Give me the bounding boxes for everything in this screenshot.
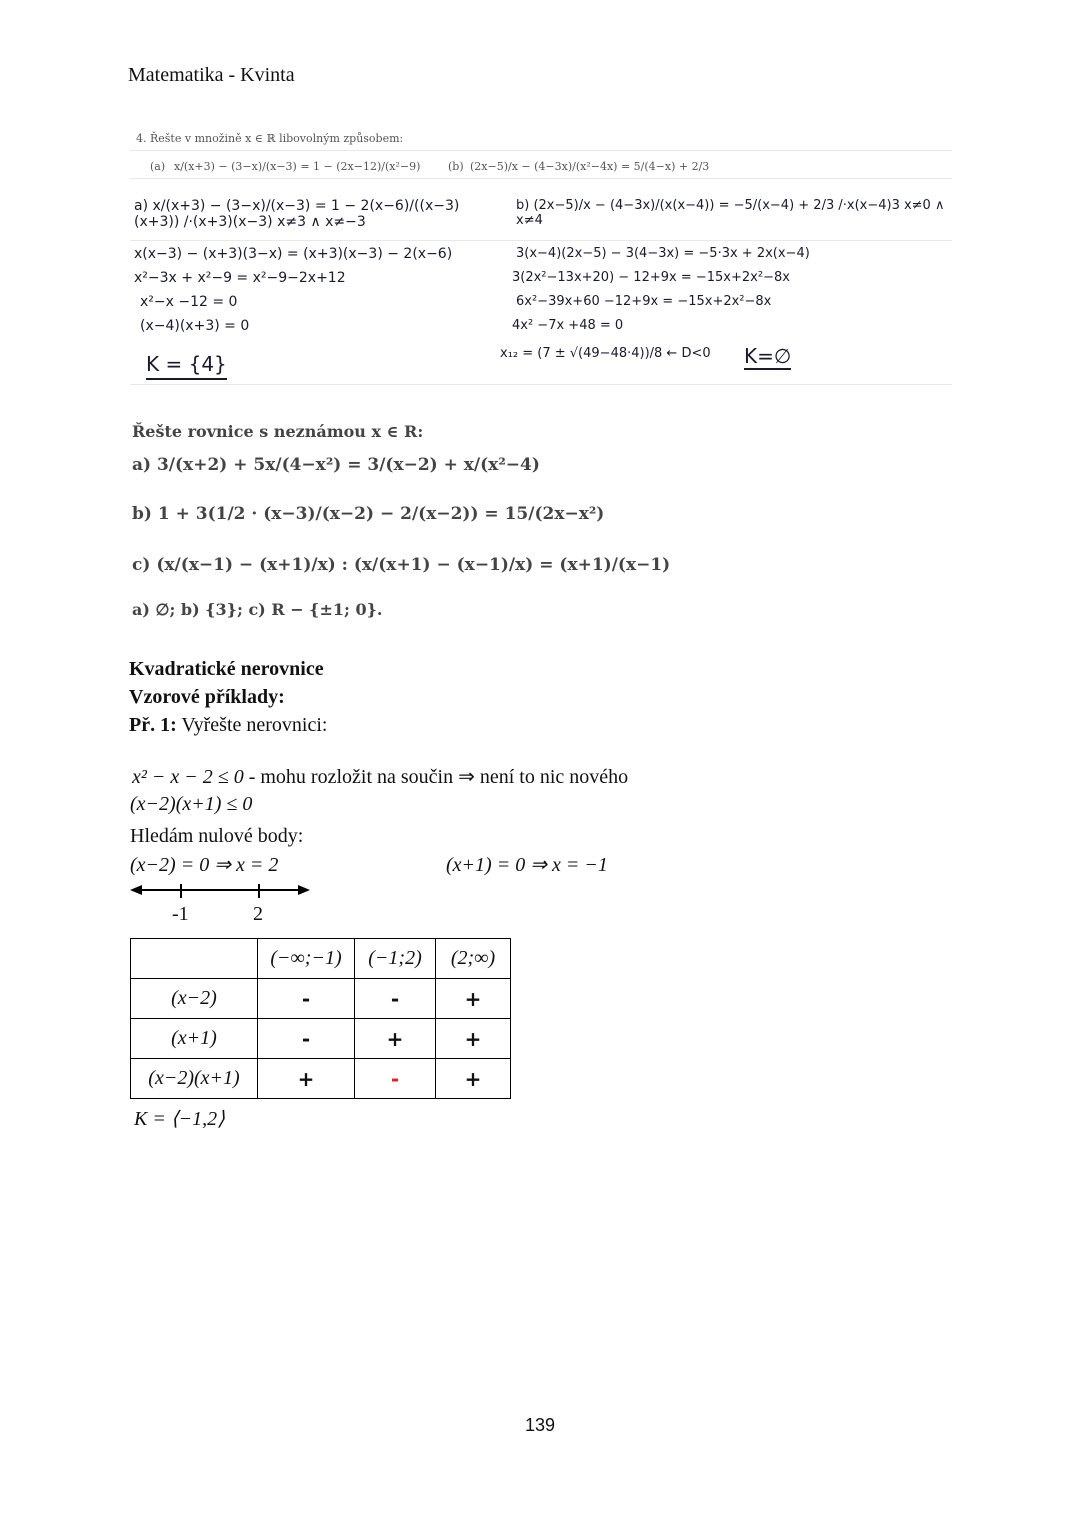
row-label: (x+1) [131, 1019, 258, 1059]
scan-line [130, 150, 952, 151]
sign-table [130, 938, 511, 1099]
sign-cell: + [436, 979, 511, 1019]
handwritten-b-line6: x₁₂ = (7 ± √(49−48·4))/8 ← D<0 [500, 346, 711, 361]
zero-point-1: (x−2) = 0 ⇒ x = 2 [130, 854, 279, 876]
handwritten-b-line3: 3(2x²−13x+20) − 12+9x = −15x+2x²−8x [512, 270, 790, 285]
factored-form: (x−2)(x+1) ≤ 0 [130, 793, 253, 815]
number-axis [128, 880, 318, 904]
handwritten-a-line2: x(x−3) − (x+3)(3−x) = (x+3)(x−3) − 2(x−6) [134, 246, 453, 262]
interval-header-1: (−∞;−1) [258, 939, 355, 979]
task4-heading: 4. Řešte v množině x ∈ ℝ libovolným způsobem: [136, 132, 404, 145]
handwritten-b-line2: 3(x−4)(2x−5) − 3(4−3x) = −5·3x + 2x(x−4) [516, 246, 810, 261]
table-row [131, 1059, 511, 1099]
sign-cell: + [355, 1019, 436, 1059]
solution-result: K = ⟨−1,2⟩ [134, 1108, 225, 1130]
handwritten-a-line3: x²−3x + x²−9 = x²−9−2x+12 [134, 270, 346, 286]
inequality: x² − x − 2 ≤ 0 [132, 766, 244, 788]
sign-cell: + [258, 1059, 355, 1099]
handwritten-b-line1: b) (2x−5)/x − (4−3x)/(x(x−4)) = −5/(x−4) + 2/3 /·x(x−4)3 x≠0 ∧ x≠4 [516, 198, 945, 228]
example-heading [129, 714, 327, 737]
interval-header-2: (−1;2) [355, 939, 436, 979]
equation-a: a) 3/(x+2) + 5x/(4−x²) = 3/(x−2) + x/(x²−4) [132, 455, 540, 475]
sign-table-header-row [131, 939, 511, 979]
task4-a-expression: x/(x+3) − (3−x)/(x−3) = 1 − (2x−12)/(x²−9) [174, 160, 421, 173]
axis-label-minus1: -1 [172, 903, 189, 925]
scan-line [130, 384, 952, 385]
zero-point-2: (x+1) = 0 ⇒ x = −1 [446, 854, 608, 876]
axis-label-2: 2 [253, 903, 263, 925]
scan-line [130, 178, 952, 179]
handwritten-b-line5: 4x² −7x +48 = 0 [512, 318, 624, 333]
zeros-heading: Hledám nulové body: [130, 825, 304, 847]
example-text: Vyřešte nerovnici: [176, 714, 328, 736]
axis-arrow-left [130, 885, 142, 895]
equation-b: b) 1 + 3(1/2 · (x−3)/(x−2) − 2/(x−2)) = 15/(2x−x²) [132, 504, 605, 524]
scan-line [130, 240, 952, 241]
section-title: Kvadratické nerovnice [129, 658, 324, 680]
equation-c: c) (x/(x−1) − (x+1)/x) : (x/(x+1) − (x−1)/x) = (x+1)/(x−1) [132, 555, 671, 575]
task4-b-expression: (2x−5)/x − (4−3x)/(x²−4x) = 5/(4−x) + 2/3 [470, 160, 710, 173]
page-number: 139 [524, 1415, 556, 1435]
handwritten-a-line5: (x−4)(x+3) = 0 [140, 318, 250, 334]
sign-cell: + [436, 1019, 511, 1059]
handwritten-a-result: K = {4} [146, 352, 227, 380]
handwritten-b-result: K=∅ [744, 344, 792, 368]
interval-header-3: (2;∞) [436, 939, 511, 979]
axis-arrow-right [298, 885, 310, 895]
row-label: (x−2) [131, 979, 258, 1019]
handwritten-a-line4: x²−x −12 = 0 [140, 294, 238, 310]
page-header: Matematika - Kvinta [128, 64, 295, 86]
inequality-note: - mohu rozložit na součin ⇒ není to nic nového [243, 766, 629, 788]
inequality-line [132, 764, 628, 789]
section-subtitle: Vzorové příklady: [129, 686, 285, 708]
table-row [131, 979, 511, 1019]
equations-heading: Řešte rovnice s neznámou x ∈ R: [132, 422, 424, 441]
sign-cell: - [258, 1019, 355, 1059]
sign-table-corner [131, 939, 258, 979]
sign-cell-highlighted: - [355, 1059, 436, 1099]
task4-b-label: (b) [448, 160, 464, 173]
task4-a-label: (a) [150, 160, 166, 173]
table-row [131, 1019, 511, 1059]
row-label: (x−2)(x+1) [131, 1059, 258, 1099]
sign-cell: + [436, 1059, 511, 1099]
handwritten-a-line1: a) x/(x+3) − (3−x)/(x−3) = 1 − 2(x−6)/((x−3)(x+3)) /·(x+3)(x−3) x≠3 ∧ x≠−3 [134, 198, 460, 230]
handwritten-b-line4: 6x²−39x+60 −12+9x = −15x+2x²−8x [516, 294, 772, 309]
example-label: Př. 1: [129, 714, 177, 736]
sign-cell: - [258, 979, 355, 1019]
sign-cell: - [355, 979, 436, 1019]
equations-answers: a) ∅; b) {3}; c) R − {±1; 0}. [132, 600, 383, 619]
